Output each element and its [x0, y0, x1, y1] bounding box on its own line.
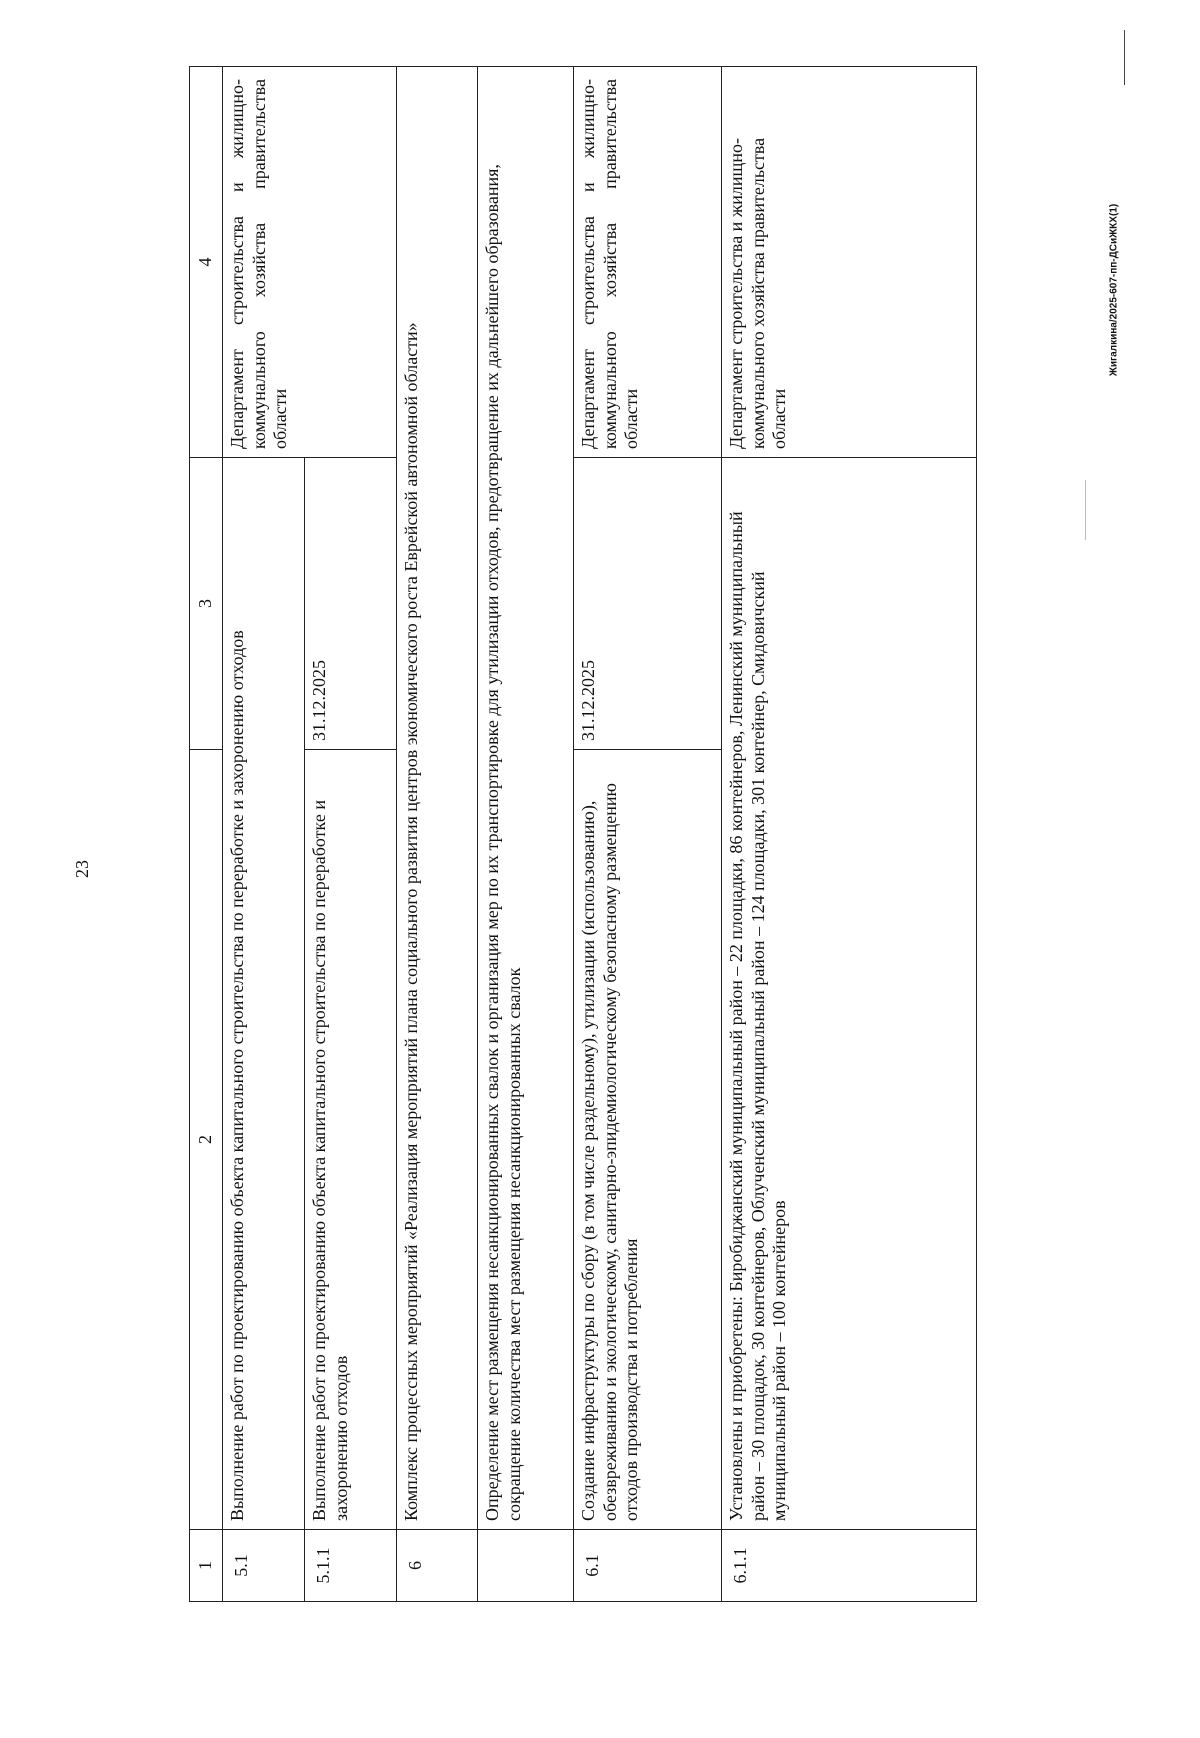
rotated-table [189, 67, 976, 1602]
table-header-row [190, 67, 223, 1602]
row-department: Департамент строительства и жилищно-коммунального хозяйства правительства области [722, 67, 977, 458]
table-row [223, 67, 305, 1602]
row-number: 5.1 [223, 1530, 305, 1602]
scan-mark [1085, 480, 1086, 540]
row-number: 5.1.1 [305, 1530, 397, 1602]
table-row [574, 67, 722, 1602]
plan-table [189, 66, 977, 1602]
margin-rule [1124, 30, 1125, 85]
row-number: 6.1.1 [722, 1530, 977, 1602]
header-col-3: 3 [190, 458, 223, 750]
row-date: 31.12.2025 [574, 458, 722, 750]
row-number: 6.1 [574, 1530, 722, 1602]
table-row [722, 67, 977, 1602]
header-col-2: 2 [190, 750, 223, 1530]
row-description: Выполнение работ по проектированию объекта капитального строительства по переработке и захоронению отходов [305, 750, 397, 1530]
header-col-4: 4 [190, 67, 223, 458]
row-description: Выполнение работ по проектированию объекта капитального строительства по переработке и захоронению отходов [223, 458, 305, 1530]
table-row [397, 67, 478, 1602]
row-department: Департамент строительства и жилищно-коммунального хозяйства правительства области [223, 67, 397, 458]
row-department: Департамент строительства и жилищно-коммунального хозяйства правительства области [574, 67, 722, 458]
row-description: Создание инфраструктуры по сбору (в том числе раздельному), утилизации (использованию), обезвреживанию и экологическому, санитарно-эпидемиологическому безопасному размещению отходов производства и потребления [574, 750, 722, 1530]
section-title: Комплекс процессных мероприятий «Реализация мероприятий плана социального развития центров экономического роста Еврейской автономной области» [397, 67, 478, 1530]
document-id-footer: Жигалкина/2025-607-пп-ДСиЖКХ(1) [1108, 203, 1120, 377]
section-task: Определение мест размещения несанкционированных свалок и организация мер по их транспортировке для утилизации отходов, предотвращение их дальнейшего образования, сокращение количества мест размещения несанкционированных свалок [478, 67, 574, 1530]
page-number: 23 [72, 860, 92, 878]
row-number [478, 1530, 574, 1602]
row-description: Установлены и приобретены: Биробиджанский муниципальный район – 22 площадки, 86 контейнеров, Ленинский муниципальный район – 30 площадок, 30 контейнеров, Облученский муниципальный район – 124 площадки, 301 контейнер, Смидовичский муниципальный район – 100 контейнеров [722, 458, 977, 1530]
header-col-1: 1 [190, 1530, 223, 1602]
row-date: 31.12.2025 [305, 458, 397, 750]
row-number: 6 [397, 1530, 478, 1602]
table-row [478, 67, 574, 1602]
